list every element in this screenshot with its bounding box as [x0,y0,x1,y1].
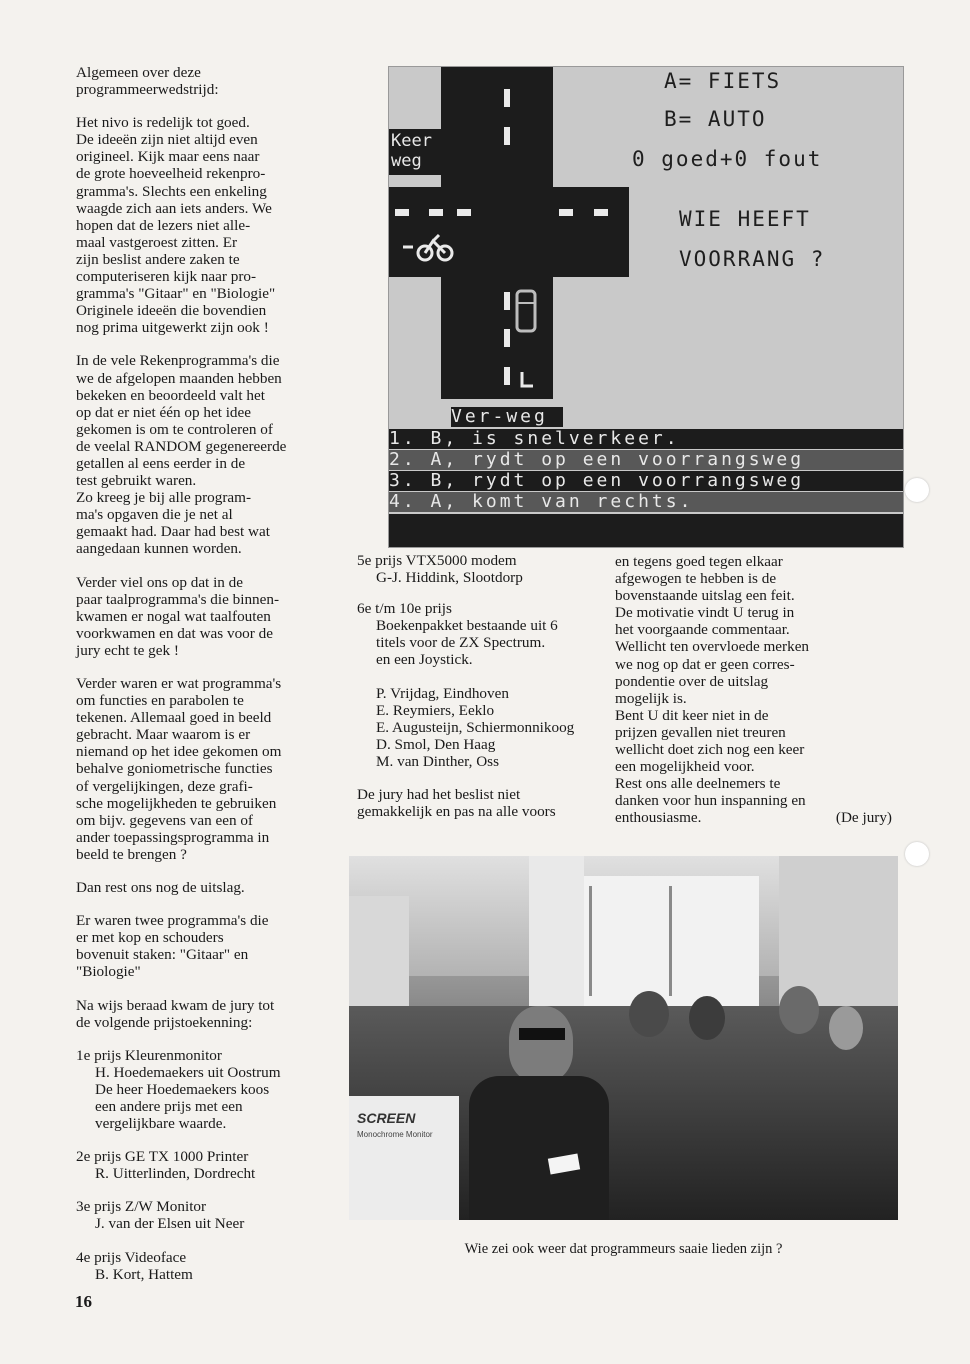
signature: (De jury) [835,809,892,827]
text-line: Verder waren er wat programma's [76,675,282,692]
intro-heading: Algemeen over deze programmeerwedstrijd: [76,64,219,99]
photo-caption: Wie zei ook weer dat programmeurs saaie lieden zijn ? [464,1241,783,1257]
text-line: "Biologie" [76,963,141,981]
score: 0 goed+0 fout [632,147,823,171]
text-line: Er waren twee programma's die [76,912,269,930]
box-label: SCREEN [357,1110,416,1126]
award-photo [349,856,898,1220]
monitor-box [349,1096,459,1220]
text-line: we nog op dat er geen corres- [615,655,795,673]
left-column [76,64,348,1283]
text-line: Na wijs beraad kwam de jury tot [76,996,275,1014]
text-line: Wellicht ten overvloede merken [615,638,810,656]
right-column [615,553,900,827]
text-line: De jury had het beslist niet [357,786,521,804]
prize-winner: J. van der Elsen uit Neer [95,1215,245,1233]
prize-1 [76,1047,348,1132]
text-line: In de vele Rekenprogramma's die [76,352,280,370]
text-line: maal vastgeroest zitten. Er [76,233,238,251]
text-line: behalve goniometrische functies [76,760,273,778]
text-line: een mogelijkheid voor. [615,758,755,776]
text-line: er met kop en schouders [76,929,224,947]
paragraph-best-programs [76,912,348,980]
text-line: mogelijk is. [615,689,687,707]
prize-title: 2e prijs GE TX 1000 Printer [76,1148,249,1166]
prize-title: 5e prijs VTX5000 modem [357,552,517,569]
punch-hole [905,842,929,866]
prize-title: 6e t/m 10e prijs [357,600,452,618]
text-line: de grote hoeveelheid rekenpro- [76,165,266,183]
answer-1: 1. B, is snelverkeer. [389,429,903,449]
text-line: pondentie over de uitslag [615,672,769,690]
text-line: zijn beslist andere zaken te [76,250,240,268]
text-line: ander toepassingsprogramma in [76,828,270,846]
text-line: Verder viel ons op dat in de [76,573,244,591]
text-line: prijzen gevallen niet treuren [615,723,786,741]
text-line: het voorgaande commentaar. [615,621,790,639]
winners-list [357,685,632,770]
arrow-icon [519,372,535,390]
text-line: P. Vrijdag, Eindhoven [376,684,509,702]
text-line: test gebruikt waren. [76,472,197,490]
text-line: de veelal RANDOM gegenereerde [76,437,287,455]
text-line: getallen al eens eerder in de [76,454,246,472]
prize-winner: een andere prijs met een [95,1097,243,1115]
spectrum-screenshot [388,66,904,548]
text-line: Bent U dit keer niet in de [615,706,769,724]
presenter [509,1006,573,1082]
prize-2 [76,1148,348,1182]
text-line: Originele ideeën die bovendien [76,302,267,320]
option-b: B= AUTO [664,107,767,131]
text-line: hopen dat de lezers niet alle- [76,216,251,234]
prize-winner: G-J. Hiddink, Slootdorp [376,569,523,587]
paragraph-functions [76,675,348,863]
text-line: Rest ons alle deelnemers te [615,775,781,793]
text-line: gebracht. Maar waarom is er [76,726,251,744]
prize-title: 3e prijs Z/W Monitor [76,1198,207,1216]
text-line: E. Reymiers, Eeklo [376,701,495,719]
text-line: jury echt te gek ! [76,641,179,659]
box-sublabel: Monochrome Monitor [357,1130,433,1139]
answers-title: Ver-weg [451,407,563,427]
middle-column [357,552,632,820]
text-line: om functies en parabolen te [76,692,244,710]
paragraph-level [76,114,348,336]
text-line: de volgende prijstoekenning: [76,1013,253,1031]
question-line-1: WIE HEEFT [679,207,811,231]
text-line: De ideeën zijn niet altijd even [76,131,258,149]
text-line: of vergelijkingen, deze grafi- [76,777,253,795]
text-line: gramma's "Gitaar" en "Biologie" [76,285,276,303]
text-line: afgewogen te hebben is de [615,570,777,588]
keer-weg-label: Keer weg [389,129,455,175]
text-line: bovenuit staken: "Gitaar" en [76,946,249,964]
right-last-line: enthousiasme. (De jury) [615,809,892,827]
screen-bottom-bar [389,514,903,547]
answer-3: 3. B, rydt op een voorrangsweg [389,471,903,491]
option-a: A= FIETS [664,69,782,93]
text-line: nog prima uitgewerkt zijn ook ! [76,319,269,337]
text-line: paar taalprogramma's die binnen- [76,590,280,608]
text-line: Zo kreeg je bij alle program- [76,489,252,507]
prize-winner: Boekenpakket bestaande uit 6 [376,617,558,635]
text-line: gemaakt had. Daar had best wat [76,523,270,541]
prize-3 [76,1198,348,1232]
prize-title: 1e prijs Kleurenmonitor [76,1046,222,1064]
text-line: en tegens goed tegen elkaar [615,553,783,570]
text-line: we de afgelopen maanden hebben [76,369,282,387]
text-line: sche mogelijkheden te gebruiken [76,794,277,812]
paragraph-result [76,879,348,896]
text-line: voorkwamen en dat was voor de [76,624,273,642]
text-line: aangedaan kunnen worden. [76,540,242,558]
text-line: Dan rest ons nog de uitslag. [76,879,245,897]
punch-hole [905,478,929,502]
prize-winner: vergelijkbare waarde. [95,1115,227,1133]
text-line: ma's opgaven die je net al [76,506,233,524]
paragraph-language [76,574,348,659]
prize-winner: De heer Hoedemaekers koos [95,1080,270,1098]
text-line: niemand op het idee gekomen om [76,743,282,761]
text-line: gekomen is om te controleren of [76,420,273,438]
paragraph-random [76,352,348,557]
text-line: kwamen er nogal wat taalfouten [76,607,271,625]
text-line: waagde zich aan iets anders. We [76,199,272,217]
text-line: D. Smol, Den Haag [376,735,496,753]
prize-winner: B. Kort, Hattem [95,1265,193,1283]
road-horizontal [389,187,629,277]
question-line-2: VOORRANG ? [679,247,826,271]
text-line: gemakkelijk en pas na alle voors [357,803,556,821]
prize-winner: H. Hoedemaekers uit Oostrum [95,1063,281,1081]
text-line: bekeken en beoordeeld valt het [76,386,265,404]
closing-text [357,786,632,820]
prize-6-10 [357,600,632,668]
text-line: bovenstaande uitslag een feit. [615,587,795,605]
text-line: wellicht doet zich nog een keer [615,741,805,759]
text-line: origineel. Kijk maar eens naar [76,148,260,166]
text-line: computeriseren kijk naar pro- [76,268,257,286]
prize-5 [357,552,632,586]
text-line: gramma's. Slechts een enkeling [76,182,267,200]
prize-winner: en een Joystick. [376,651,473,669]
text-line: danken voor hun inspanning en [615,792,806,810]
prize-4 [76,1249,348,1283]
prize-title: 4e prijs Videoface [76,1248,187,1266]
text-line: Het nivo is redelijk tot goed. [76,114,250,132]
text-line: De motivatie vindt U terug in [615,604,795,622]
text-line: M. van Dinther, Oss [376,752,499,770]
answer-4: 4. A, komt van rechts. [389,492,903,512]
paragraph-jury [76,997,348,1031]
text-line: E. Augusteijn, Schiermonnikoog [376,718,575,736]
car-icon [515,289,537,333]
right-text [615,553,900,809]
page-number: 16 [75,1292,92,1311]
text-line: beeld te brengen ? [76,845,187,863]
bicycle-icon [403,233,455,263]
text-line: tekenen. Allemaal goed in beeld [76,709,272,727]
text-line: om bijv. gegevens van een of [76,811,253,829]
prize-winner: R. Uitterlinden, Dordrecht [95,1165,256,1183]
answer-2: 2. A, rydt op een voorrangsweg [389,450,903,470]
prize-winner: titels voor de ZX Spectrum. [376,634,546,652]
text-line: op dat er niet één op het idee [76,403,252,421]
